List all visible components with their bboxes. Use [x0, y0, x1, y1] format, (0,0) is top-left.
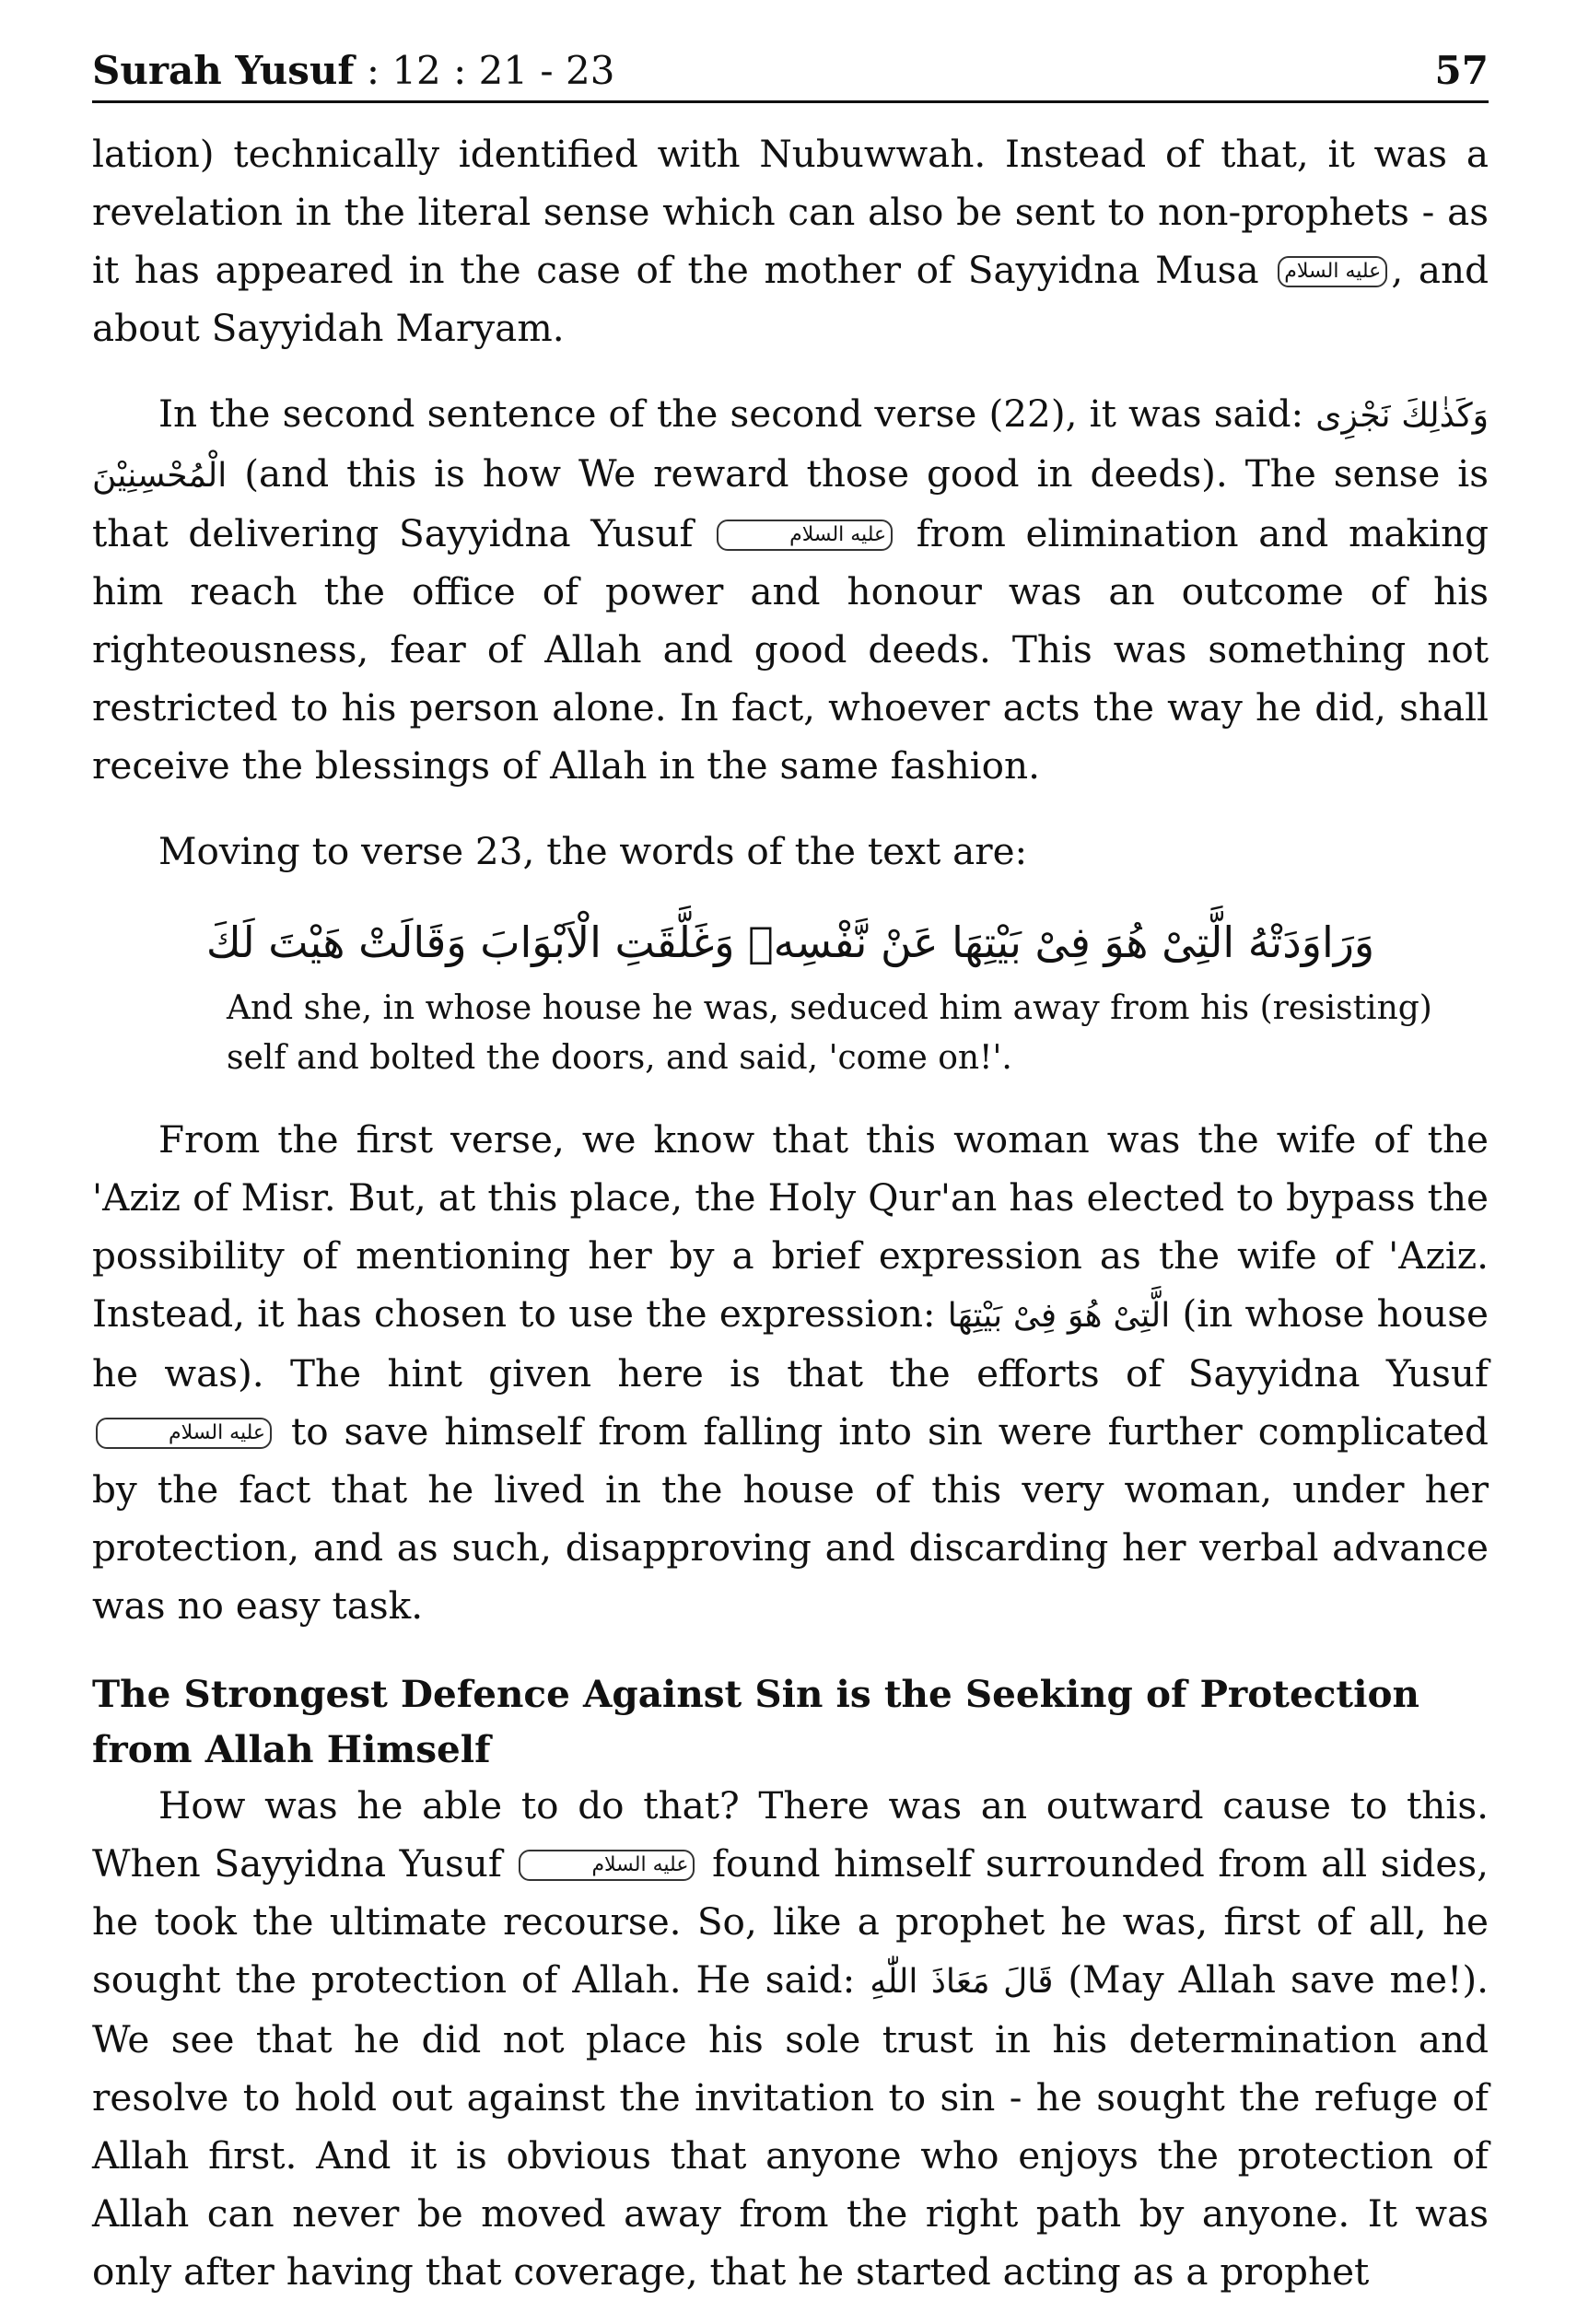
paragraph-4-text-b: (in whose house he was). The hint given here is that the efforts of Sayyidna Yusuf	[92, 1291, 1489, 1396]
paragraph-4-text-a: From the first verse, we know that this woman was the wife of the 'Aziz of Misr. But, at this place, the Holy Qur'an has elected to bypass the possibility of mentioning her by a brief expression as the wife of 'Aziz. Instead, it has chosen to use the expression:	[92, 1117, 1489, 1336]
paragraph-1-text: lation) technically identified with Nubuwwah. Instead of that, it was a revelation in the literal sense which can also be sent to non-prophets - as it has appeared in the case of the mother of Sayyidna Musa	[92, 132, 1489, 292]
surah-name: Surah Yusuf	[92, 48, 355, 93]
running-title	[92, 48, 614, 93]
paragraph-5-text-b: found himself surrounded from all sides, he took the ultimate recourse. So, like a prophet he was, first of all, he sought the protection of Allah. He said:	[92, 1841, 1489, 2002]
arabic-quote-3: قَالَ مَعَاذَ اللّٰهِ	[870, 1963, 1054, 2001]
paragraph-2	[92, 385, 1489, 795]
verse-arabic: وَرَاوَدَتْهُ الَّتِىْ هُوَ فِىْ بَيْتِهَا عَنْ نَّفْسِهٖ وَغَلَّقَتِ الْاَبْوَابَ وَقَالَتْ هَيْتَ لَكَ	[205, 917, 1375, 967]
verse-block	[92, 906, 1489, 1083]
paragraph-1	[92, 125, 1489, 357]
section-heading: The Strongest Defence Against Sin is the Seeking of Protection from Allah Himself	[92, 1672, 1419, 1771]
paragraph-5-text-a: How was he able to do that? There was an outward cause to this. When Sayyidna Yusuf	[92, 1783, 1489, 1886]
paragraph-2-text-a: In the second sentence of the second verse (22), it was said:	[158, 391, 1304, 436]
paragraph-2-text-c: from elimination and making him reach the office of power and honour was an outcome of his righteousness, fear of Allah and good deeds. This was something not restricted to his person alone. In fact, whoever acts the way he did, shall receive the blessings of Allah in the same fashion.	[92, 511, 1489, 788]
paragraph-4	[92, 1111, 1489, 1635]
paragraph-5-text-c: (May Allah save me!). We see that he did not place his sole trust in his determination and resolve to hold out against the invitation to sin - he sought the refuge of Allah first. And it is obvious that anyone who enjoys the protection of Allah can never be moved away from the right path by anyone. It was only after having that coverage, that he started acting as a prophet	[92, 1957, 1489, 2294]
paragraph-4-text-c: to save himself from falling into sin were further complicated by the fact that he lived in the house of this very woman, under her protection, and as such, disapproving and discarding her verbal advance was no easy task.	[92, 1409, 1489, 1628]
paragraph-2-text-b: (and this is how We reward those good in deeds). The sense is that delivering Sayyidna Yusuf	[92, 451, 1489, 555]
paragraph-5	[92, 1777, 1489, 2301]
salutation-mark: عليه السلام	[1278, 256, 1387, 287]
verse-translation: And she, in whose house he was, seduced him away from his (resisting) self and bolted the doors, and said, 'come on!'.	[227, 989, 1432, 1077]
paragraph-3: Moving to verse 23, the words of the text are:	[158, 829, 1028, 873]
paragraph-1-end: , and about Sayyidah Maryam.	[92, 248, 1489, 350]
salutation-mark: عليه السلام	[519, 1850, 695, 1881]
running-header	[92, 48, 1489, 103]
page-number: 57	[1434, 48, 1489, 93]
verse-reference: : 12 : 21 - 23	[354, 48, 615, 93]
arabic-quote-1: وَكَذٰلِكَ نَجْزِى الْمُحْسِنِيْنَ	[92, 397, 1489, 495]
salutation-mark: عليه السلام	[717, 520, 893, 551]
salutation-mark: عليه السلام	[96, 1418, 272, 1449]
arabic-quote-2: الَّتِىْ هُوَ فِىْ بَيْتِهَا	[947, 1297, 1171, 1335]
